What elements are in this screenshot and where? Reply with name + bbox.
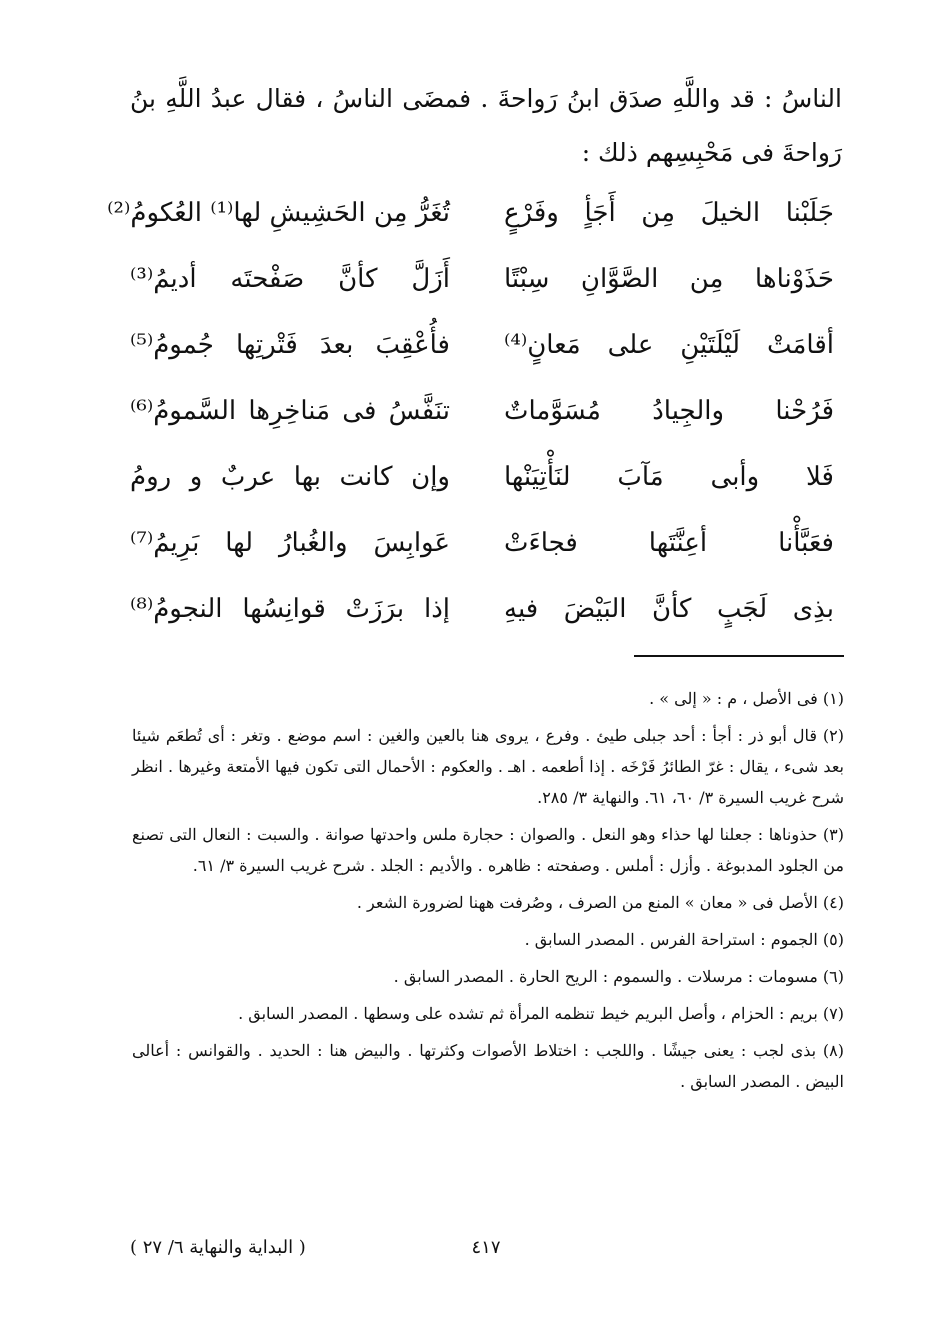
verse-first-hemistich: فعَبَّأْنا أعِنَّتَها فجاءَتْ (504, 528, 834, 558)
verse-second-hemistich: إذا برَزَتْ قوانِسُها النجومُ⁽⁸⁾ (130, 594, 450, 624)
footnote-separator (634, 655, 844, 657)
verse (130, 518, 842, 584)
footnote: (٥) الجموم : استراحة الفرس . المصدر السابق . (524, 930, 844, 949)
verse-first-hemistich: فَلا وأبى مَآبَ لنَأْتِيَنْها (504, 462, 834, 492)
verse-first-hemistich: حَذَوْناها مِن الصَّوَّانِ سِبْتًا (504, 264, 834, 294)
verse-first-hemistich: أقامَتْ لَيْلَتَيْنِ على مَعانٍ⁽⁴⁾ (504, 330, 834, 360)
volume-reference: ( البداية والنهاية ٦/ ٢٧ ) (130, 1237, 306, 1258)
footnote: (٧) بريم : الحزام ، وأصل البريم خيط تنظمه المرأة ثم تشده على وسطها . المصدر السابق . (238, 1004, 844, 1023)
verse (107, 188, 842, 254)
verse (130, 584, 842, 650)
verse-second-hemistich: تنَفَّسُ فى مَناخِرِها السَّمومُ⁽⁶⁾ (130, 396, 450, 426)
poem (107, 188, 842, 650)
page-number: ٤١٧ (471, 1237, 501, 1258)
verse (130, 320, 842, 386)
verse-second-hemistich: أَزَلَّ كأنَّ صَفْحتَه أديمُ⁽³⁾ (130, 264, 450, 294)
footnote: (١) فى الأصل ، م : « إلى » . (649, 689, 844, 708)
verse-second-hemistich: تُغَرُّ مِن الحَشِيشِ لها⁽¹⁾ العُكومُ⁽²⁾ (107, 198, 450, 228)
verse-first-hemistich: فَرُحْنا والجِيادُ مُسَوَّماتٌ (504, 396, 834, 426)
verse (130, 386, 842, 452)
footnotes (132, 683, 844, 1103)
footnote: (٨) بذى لجب : يعنى جيشًا . واللجب : اختلاط الأصوات وكثرتها . والبيض هنا : الحديد . والقوانس : أعالى البيض . المصدر السابق . (132, 1041, 845, 1091)
footnote: (٢) قال أبو ذر : أجأ : أحد جبلى طيئ . وفرع ، يروى هنا بالعين والغين : اسم موضع . وتغر : أى تُطعَم شيئا بعد شىء ، يقال : غرّ الطائرُ فَرْخَه . إذا أطعمه . اهـ . والعكوم : الأحمال التى تكون فيها الأمتعة وغيرها . انظر شرح غريب السيرة ٣/ ٦٠، ٦١. والنهاية ٣/ ٢٨٥. (132, 726, 844, 807)
footnote: (٤) الأصل فى « معان » المنع من الصرف ، وصُرفت ههنا لضرورة الشعر . (356, 893, 844, 912)
intro-paragraph: الناسُ : قد واللَّهِ صدَق ابنُ رَواحةَ . فمضَى الناسُ ، فقال عبدُ اللَّهِ بنُ رَواحةَ فى مَحْبِسِهم ذلك : (130, 84, 842, 167)
verse-second-hemistich: وإن كانت بها عربٌ و رومُ (130, 462, 450, 492)
verse-first-hemistich: بذِى لَجَبٍ كأنَّ البَيْضَ فيهِ (504, 594, 834, 624)
verse (130, 452, 842, 518)
footnote: (٦) مسومات : مرسلات . والسموم : الريح الحارة . المصدر السابق . (393, 967, 844, 986)
footnote: (٣) حذوناها : جعلنا لها حذاء وهو النعل . والصوان : حجارة ملس واحدتها صوانة . والسبت : النعال التى تصنع من الجلود المدبوغة . وأزل : أملس . وصفحته : ظاهره . والأديم : الجلد . شرح غريب السيرة ٣/ ٦١. (132, 825, 844, 875)
verse-second-hemistich: عَوابِسَ والغُبارُ لها بَرِيمُ⁽⁷⁾ (130, 528, 450, 558)
page-footer (130, 1237, 842, 1267)
verse (130, 254, 842, 320)
verse-first-hemistich: جَلَبْنا الخيلَ مِن أَجَأٍ وفَرْعٍ (504, 198, 834, 228)
verse-second-hemistich: فأُعْقِبَ بعدَ فَتْرتِها جُمومُ⁽⁵⁾ (130, 330, 450, 360)
